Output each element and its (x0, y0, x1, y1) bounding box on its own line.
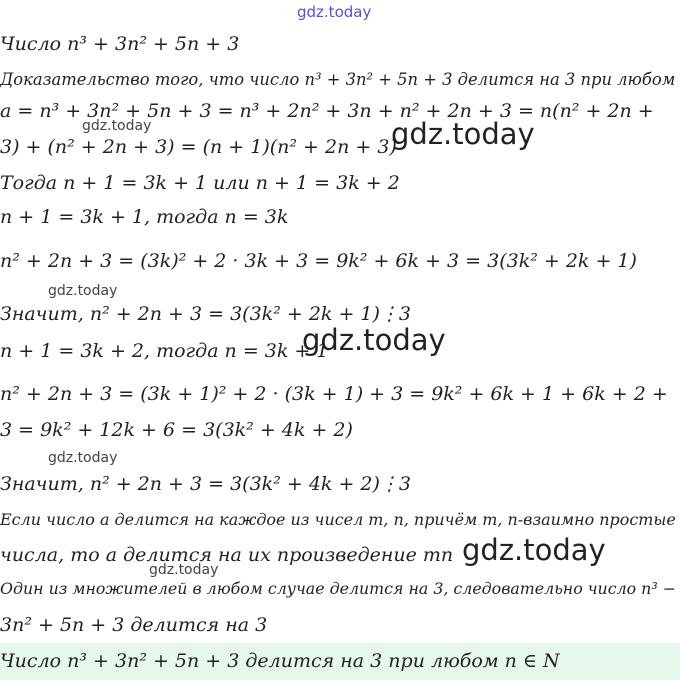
line-14: числа, то a делится на их произведение mn (0, 544, 454, 566)
watermark-small-3: gdz.today (48, 450, 118, 466)
line-1: Число n³ + 3n² + 5n + 3 (0, 33, 240, 55)
line-13: Если число a делится на каждое из чисел m, n, причём m, n-взаимно простые (0, 510, 676, 529)
watermark-top: gdz.today (297, 3, 372, 21)
watermark-large-1: gdz.today (391, 117, 535, 151)
watermark-small-1: gdz.today (82, 118, 152, 134)
line-3: a = n³ + 3n² + 5n + 3 = n³ + 2n² + 3n + n² + 2n + 3 = n(n² + 2n + (0, 100, 654, 122)
line-7: n² + 2n + 3 = (3k)² + 2 · 3k + 3 = 9k² + 6k + 3 = 3(3k² + 2k + 1) (0, 250, 637, 272)
line-4: 3) + (n² + 2n + 3) = (n + 1)(n² + 2n + 3) (0, 136, 397, 158)
line-12: Значит, n² + 2n + 3 = 3(3k² + 4k + 2)⋮3 (0, 473, 412, 495)
line-5: Тогда n + 1 = 3k + 1 или n + 1 = 3k + 2 (0, 172, 400, 194)
line-15: Один из множителей в любом случае делится на 3, следовательно число n³ − (0, 579, 676, 598)
line-2: Доказательство того, что число n³ + 3n² + 5n + 3 делится на 3 при любом (0, 70, 676, 89)
line-6: n + 1 = 3k + 1, тогда n = 3k (0, 206, 289, 228)
line-9: n + 1 = 3k + 2, тогда n = 3k + 1 (0, 340, 329, 362)
line-8: Значит, n² + 2n + 3 = 3(3k² + 2k + 1)⋮3 (0, 303, 412, 325)
line-11: 3 = 9k² + 12k + 6 = 3(3k² + 4k + 2) (0, 419, 353, 441)
line-10: n² + 2n + 3 = (3k + 1)² + 2 · (3k + 1) + 3 = 9k² + 6k + 1 + 6k + 2 + (0, 383, 668, 405)
watermark-large-3: gdz.today (462, 533, 606, 567)
watermark-small-2: gdz.today (48, 283, 118, 299)
line-17-answer: Число n³ + 3n² + 5n + 3 делится на 3 при любом n ∈ N (0, 650, 560, 672)
line-16: 3n² + 5n + 3 делится на 3 (0, 614, 268, 636)
watermark-small-4: gdz.today (149, 562, 219, 578)
watermark-large-2: gdz.today (302, 323, 446, 357)
